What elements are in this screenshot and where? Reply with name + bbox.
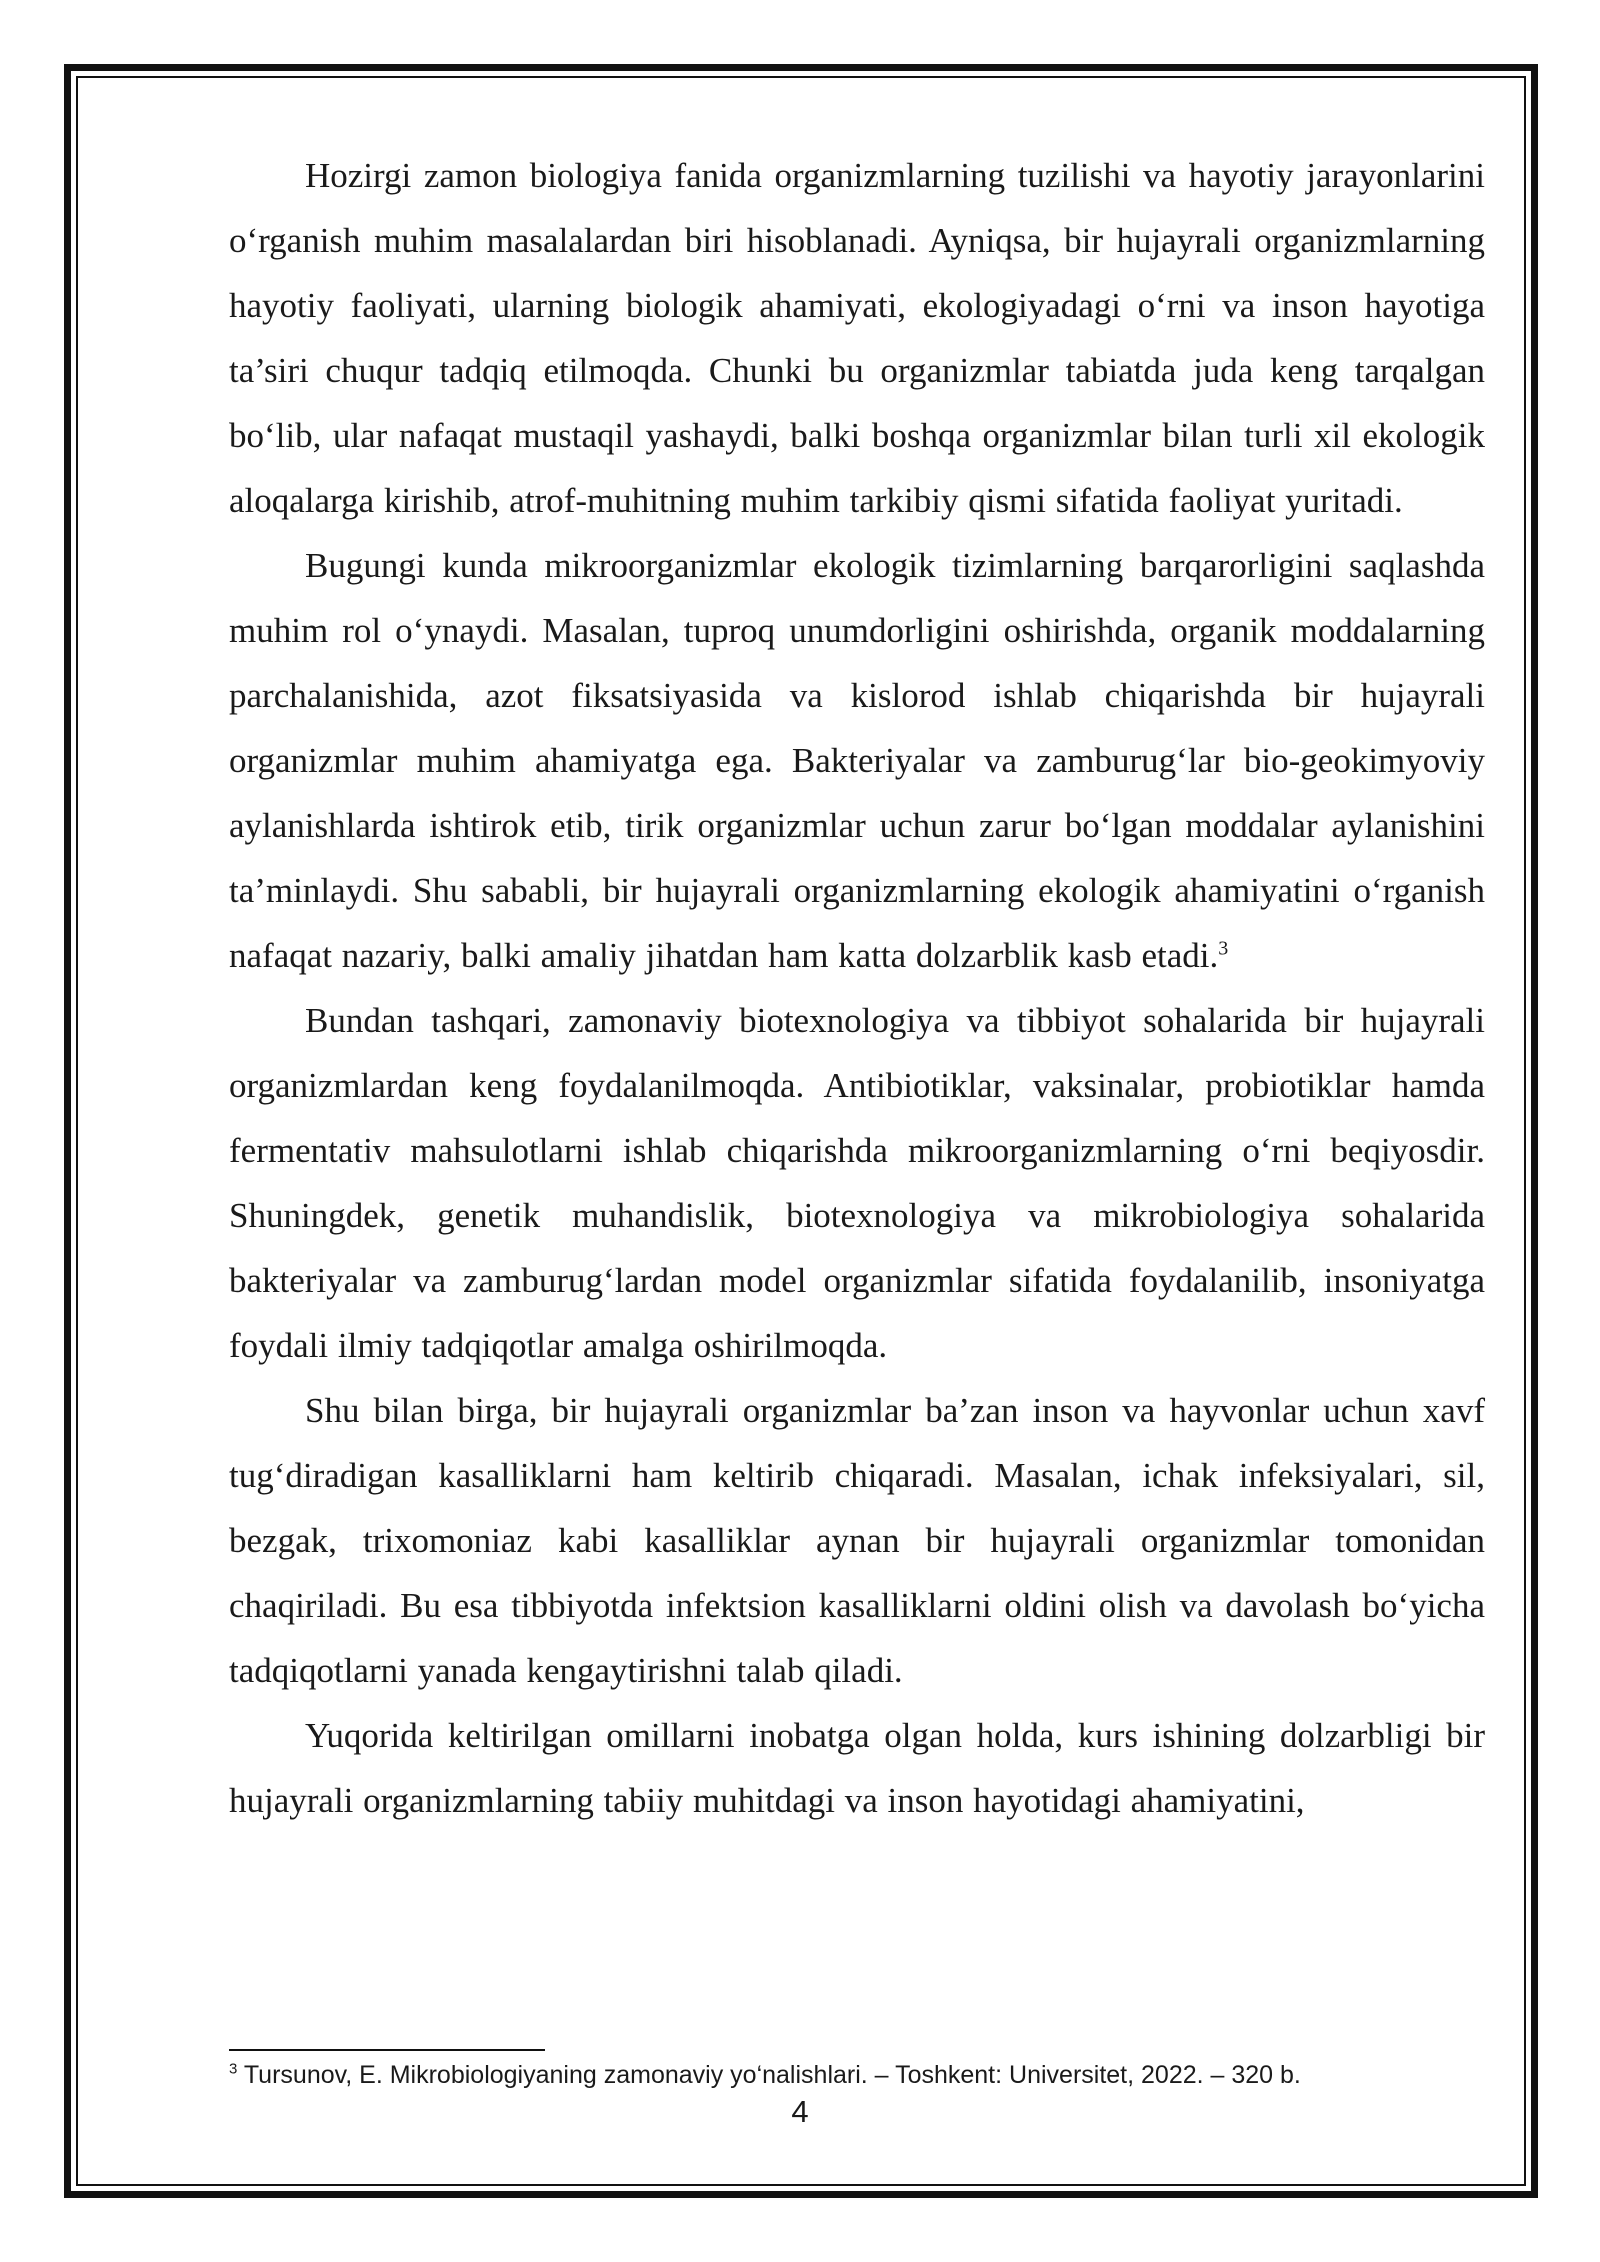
footnote-number: 3 <box>229 2060 238 2078</box>
body-text <box>229 143 1485 1833</box>
footnote-text: Tursunov, E. Mikrobiologiyaning zamonaviy yo‘nalishlari. – Toshkent: Universitet, 2022. – 320 b. <box>237 2061 1301 2089</box>
page-number: 4 <box>791 2094 809 2129</box>
paragraph-1 <box>229 143 1485 533</box>
paragraph-1-text: Hozirgi zamon biologiya fanida organizmlarning tuzilishi va hayotiy jarayonlarini o‘rganish muhim masalalardan biri hisoblanadi. Ayniqsa, bir hujayrali organizmlarning hayotiy faoliyati, ularning biologik ahamiyati, ekologiyadagi o‘rni va inson hayotiga ta’siri chuqur tadqiq etilmoqda. Chunki bu organizmlar tabiatda juda keng tarqalgan bo‘lib, ular nafaqat mustaqil yashaydi, balki boshqa organizmlar bilan turli xil ekologik aloqalarga kirishib, atrof-muhitning muhim tarkibiy qismi sifatida faoliyat yuritadi. <box>229 156 1485 520</box>
paragraph-5-text: Yuqorida keltirilgan omillarni inobatga olgan holda, kurs ishining dolzarbligi bir hujayrali organizmlarning tabiiy muhitdagi va inson hayotidagi ahamiyatini, <box>229 1716 1485 1820</box>
paragraph-3 <box>229 988 1485 1378</box>
paragraph-3-text: Bundan tashqari, zamonaviy biotexnologiya va tibbiyot sohalarida bir hujayrali organizmlardan keng foydalanilmoqda. Antibiotiklar, vaksinalar, probiotiklar hamda fermentativ mahsulotlarni ishlab chiqarishda mikroorganizmlarning o‘rni beqiyosdir. Shuningdek, genetik muhandislik, biotexnologiya va mikrobiologiya sohalarida bakteriyalar va zamburug‘lardan model organizmlar sifatida foydalanilib, insoniyatga foydali ilmiy tadqiqotlar amalga oshirilmoqda. <box>229 1001 1485 1365</box>
paragraph-5 <box>229 1703 1485 1833</box>
paragraph-4 <box>229 1378 1485 1703</box>
paragraph-4-text: Shu bilan birga, bir hujayrali organizmlar ba’zan inson va hayvonlar uchun xavf tug‘diradigan kasalliklarni ham keltirib chiqaradi. Masalan, ichak infeksiyalari, sil, bezgak, trixomoniaz kabi kasalliklar aynan bir hujayrali organizmlar tomonidan chaqiriladi. Bu esa tibbiyotda infektsion kasalliklarni oldini olish va davolash bo‘yicha tadqiqotlarni yanada kengaytirishni talab qiladi. <box>229 1391 1485 1690</box>
footnote <box>229 2058 1485 2092</box>
paragraph-2-text: Bugungi kunda mikroorganizmlar ekologik tizimlarning barqarorligini saqlashda muhim rol o‘ynaydi. Masalan, tuproq unumdorligini oshirishda, organik moddalarning parchalanishida, azot fiksatsiyasida va kislorod ishlab chiqarishda bir hujayrali organizmlar muhim ahamiyatga ega. Bakteriyalar va zamburug‘lar bio-geokimyoviy aylanishlarda ishtirok etib, tirik organizmlar uchun zarur bo‘lgan moddalar aylanishini ta’minlaydi. Shu sababli, bir hujayrali organizmlarning ekologik ahamiyatini o‘rganish nafaqat nazariy, balki amaliy jihatdan ham katta dolzarblik kasb etadi. <box>229 546 1485 975</box>
footnote-reference[interactable]: 3 <box>1218 937 1229 960</box>
paragraph-2 <box>229 533 1485 988</box>
footnote-separator <box>229 2049 545 2051</box>
